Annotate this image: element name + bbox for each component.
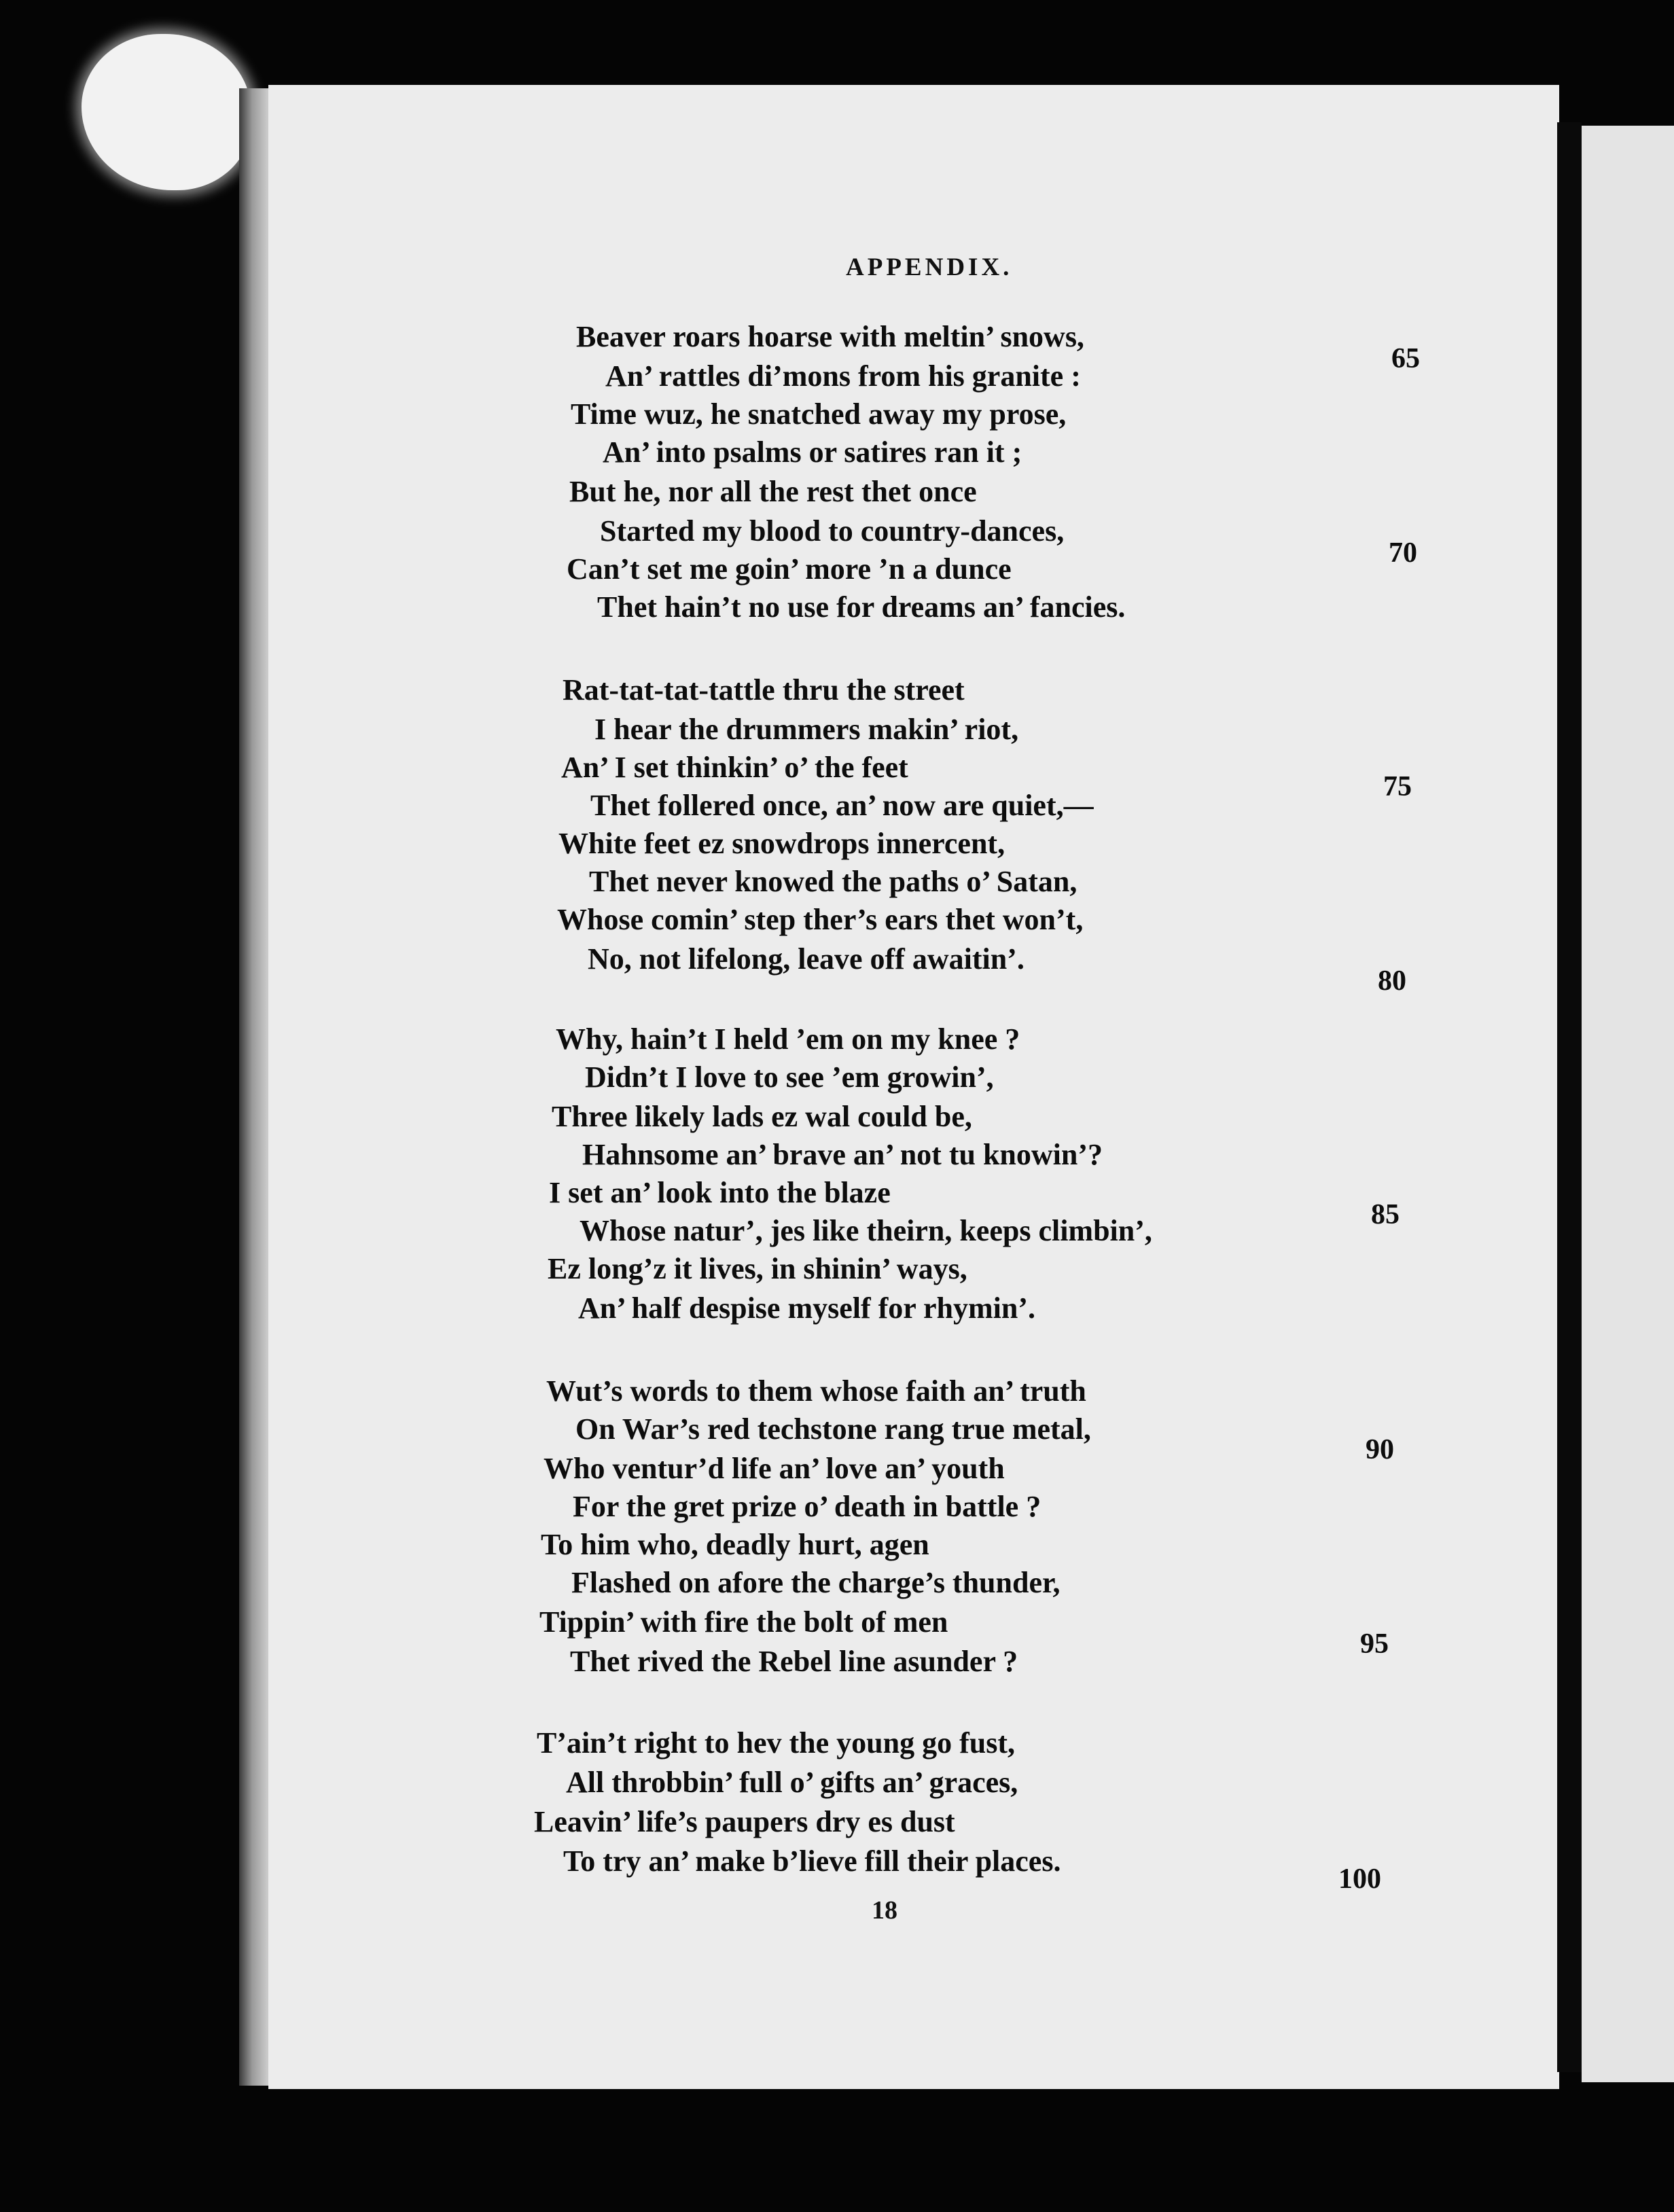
poem-line: White feet ez snowdrops innercent,	[558, 827, 1005, 860]
poem-line: Leavin’ life’s paupers dry es dust	[534, 1805, 955, 1838]
line-number: 95	[1360, 1628, 1389, 1660]
poem-line: Ez long’z it lives, in shinin’ ways,	[548, 1252, 967, 1285]
poem-line: I set an’ look into the blaze	[549, 1176, 891, 1209]
poem-line: Tippin’ with fire the bolt of men	[539, 1605, 948, 1639]
poem-line: Time wuz, he snatched away my prose,	[571, 397, 1067, 431]
poem-line: No, not lifelong, leave off awaitin’.	[588, 942, 1025, 976]
poem-line: Beaver roars hoarse with meltin’ snows,	[576, 320, 1084, 353]
book-spine	[1557, 122, 1582, 2072]
poem-line: Who ventur’d life an’ love an’ youth	[544, 1452, 1005, 1485]
poem-line: Whose comin’ step ther’s ears thet won’t,	[557, 903, 1084, 936]
running-head: APPENDIX.	[846, 253, 1013, 281]
poem-line: For the gret prize o’ death in battle ?	[573, 1490, 1041, 1523]
poem-line: T’ain’t right to hev the young go fust,	[537, 1726, 1016, 1760]
poem-line: Thet rived the Rebel line asunder ?	[570, 1645, 1018, 1678]
poem-line: Hahnsome an’ brave an’ not tu knowin’?	[582, 1138, 1103, 1171]
line-number: 85	[1371, 1199, 1400, 1230]
poem-line: An’ rattles di’mons from his granite :	[605, 359, 1081, 393]
line-number: 75	[1383, 771, 1412, 802]
poem-line: Thet hain’t no use for dreams an’ fancies.	[597, 590, 1126, 624]
line-number: 80	[1378, 965, 1406, 997]
poem-line: Why, hain’t I held ’em on my knee ?	[556, 1022, 1020, 1056]
poem-line: An’ I set thinkin’ o’ the feet	[561, 751, 908, 784]
poem-line: But he, nor all the rest thet once	[569, 475, 977, 508]
poem-line: An’ half despise myself for rhymin’.	[578, 1291, 1036, 1325]
page-stain	[82, 34, 251, 190]
poem-line: Three likely lads ez wal could be,	[552, 1100, 972, 1133]
poem-line: Rat-tat-tat-tattle thru the street	[563, 673, 965, 707]
poem-line: On War’s red techstone rang true metal,	[575, 1412, 1091, 1446]
poem-line: Wut’s words to them whose faith an’ truth	[546, 1374, 1086, 1408]
poem-line: Thet follered once, an’ now are quiet,—	[590, 789, 1094, 822]
facing-page-edge	[1582, 126, 1674, 2082]
page-number: 18	[872, 1896, 897, 1925]
poem-line: An’ into psalms or satires ran it ;	[603, 435, 1022, 469]
poem-line: Can’t set me goin’ more ’n a dunce	[567, 552, 1012, 586]
poem-line: To try an’ make b’lieve fill their places.	[563, 1844, 1061, 1878]
poem-line: Whose natur’, jes like theirn, keeps climbin’,	[580, 1214, 1152, 1247]
poem-line: To him who, deadly hurt, agen	[541, 1528, 929, 1561]
page-edge	[239, 88, 272, 2086]
poem-line: Thet never knowed the paths o’ Satan,	[589, 865, 1078, 898]
poem-line: Flashed on afore the charge’s thunder,	[571, 1566, 1061, 1599]
line-number: 90	[1366, 1434, 1394, 1465]
line-number: 65	[1391, 343, 1420, 374]
poem-line: I hear the drummers makin’ riot,	[594, 713, 1019, 746]
poem-line: Started my blood to country-dances,	[600, 514, 1065, 548]
poem-line: All throbbin’ full o’ gifts an’ graces,	[566, 1766, 1018, 1799]
poem-line: Didn’t I love to see ’em growin’,	[585, 1060, 994, 1094]
line-number: 100	[1338, 1863, 1381, 1895]
line-number: 70	[1389, 537, 1417, 569]
